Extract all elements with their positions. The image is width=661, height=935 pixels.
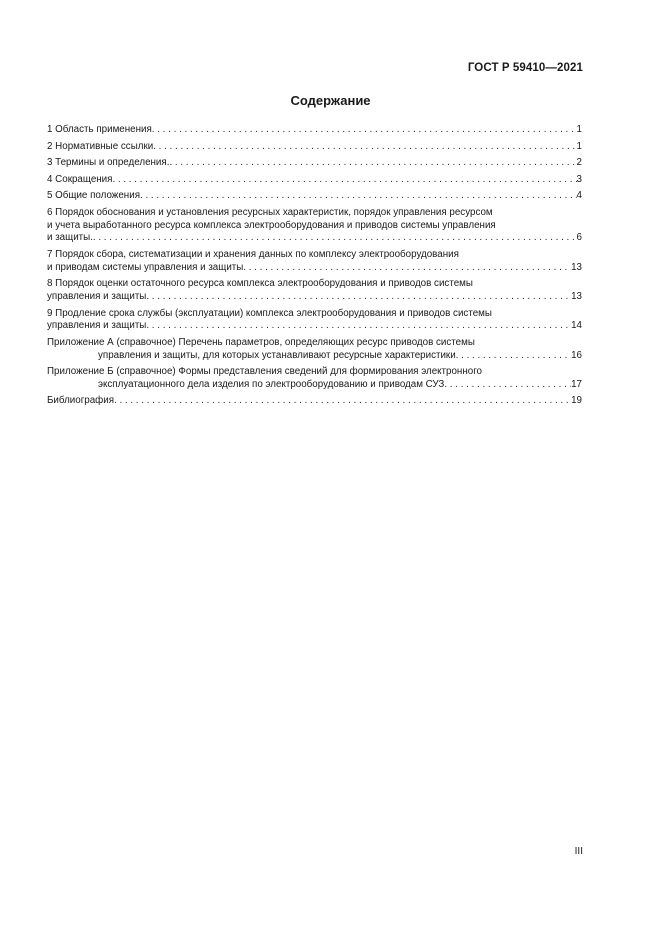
toc-entry-text: 9 Продление срока службы (эксплуатации) комплекса электрооборудования и приводов системы: [47, 307, 492, 319]
toc-entry-text: управления и защиты: [47, 290, 147, 302]
toc-leader-dots: [153, 141, 576, 154]
toc-page-number: 1: [576, 140, 582, 152]
document-code: ГОСТ Р 59410—2021: [467, 62, 583, 74]
toc-entry[interactable]: [47, 395, 582, 408]
toc-entry-text: и учета выработанного ресурса комплекса электрооборудования и приводов системы управления: [47, 219, 496, 231]
toc-page-number: 13: [571, 261, 582, 273]
toc-entry-text: 3 Термины и определения.: [47, 157, 170, 169]
toc-page-number: 6: [576, 232, 582, 244]
toc-leader-dots: [444, 379, 571, 392]
toc-entry-text: и приводам системы управления и защиты: [47, 261, 244, 273]
toc-page-number: 13: [571, 290, 582, 302]
toc-leader-dots: [169, 157, 576, 170]
toc-entry[interactable]: [47, 174, 582, 187]
toc-entry[interactable]: [47, 308, 582, 333]
toc-page-number: 19: [571, 395, 582, 407]
toc-page-number: 14: [571, 320, 582, 332]
toc-entry-text: 6 Порядок обоснования и установления ресурсных характеристик, порядок управления ресурсом: [47, 206, 493, 218]
toc-entry-text: Приложение Б (справочное) Формы представления сведений для формирования электронного: [47, 366, 482, 378]
toc-entry[interactable]: [47, 141, 582, 154]
toc-entry-text: управления и защиты, для которых устанавливают ресурсные характеристики: [98, 349, 456, 361]
toc-entry-text: управления и защиты: [47, 320, 147, 332]
toc-entry[interactable]: [47, 124, 582, 137]
toc-leader-dots: [114, 395, 571, 408]
toc-entry[interactable]: [47, 157, 582, 170]
toc-entry[interactable]: [47, 207, 582, 245]
toc-page-number: 16: [571, 349, 582, 361]
toc-leader-dots: [112, 174, 576, 187]
toc-leader-dots: [146, 291, 571, 304]
toc-leader-dots: [243, 262, 571, 275]
table-of-contents: [47, 124, 582, 412]
toc-entry-text: 1 Область применения: [47, 124, 152, 135]
toc-entry[interactable]: [47, 366, 582, 391]
toc-entry[interactable]: [47, 278, 582, 303]
page-title: Содержание: [290, 93, 371, 108]
toc-leader-dots: [152, 124, 577, 137]
toc-leader-dots: [93, 232, 577, 245]
toc-entry-text: и защиты.: [47, 232, 93, 244]
toc-entry[interactable]: [47, 249, 582, 274]
toc-entry-text: Библиография: [47, 395, 115, 407]
toc-page-number: 17: [571, 378, 582, 390]
toc-page-number: 3: [576, 173, 582, 185]
toc-entry-text: эксплуатационного дела изделия по электрооборудованию и приводам СУЗ: [98, 378, 445, 390]
toc-entry-text: 5 Общие положения: [47, 190, 140, 202]
page-number: III: [574, 846, 583, 857]
toc-entry[interactable]: [47, 337, 582, 362]
toc-leader-dots: [140, 190, 577, 203]
toc-entry[interactable]: [47, 190, 582, 203]
toc-leader-dots: [456, 350, 571, 363]
toc-page-number: 1: [576, 124, 582, 135]
toc-entry-text: 7 Порядок сбора, систематизации и хранения данных по комплексу электрооборудования: [47, 248, 459, 260]
toc-entry-text: 8 Порядок оценки остаточного ресурса комплекса электрооборудования и приводов системы: [47, 278, 473, 290]
toc-entry-text: 4 Сокращения: [47, 173, 113, 185]
toc-leader-dots: [146, 320, 571, 333]
toc-page-number: 2: [576, 157, 582, 169]
toc-entry-text: Приложение А (справочное) Перечень параметров, определяющих ресурс приводов системы: [47, 336, 475, 348]
toc-page-number: 4: [576, 190, 582, 202]
toc-entry-text: 2 Нормативные ссылки: [47, 140, 154, 152]
